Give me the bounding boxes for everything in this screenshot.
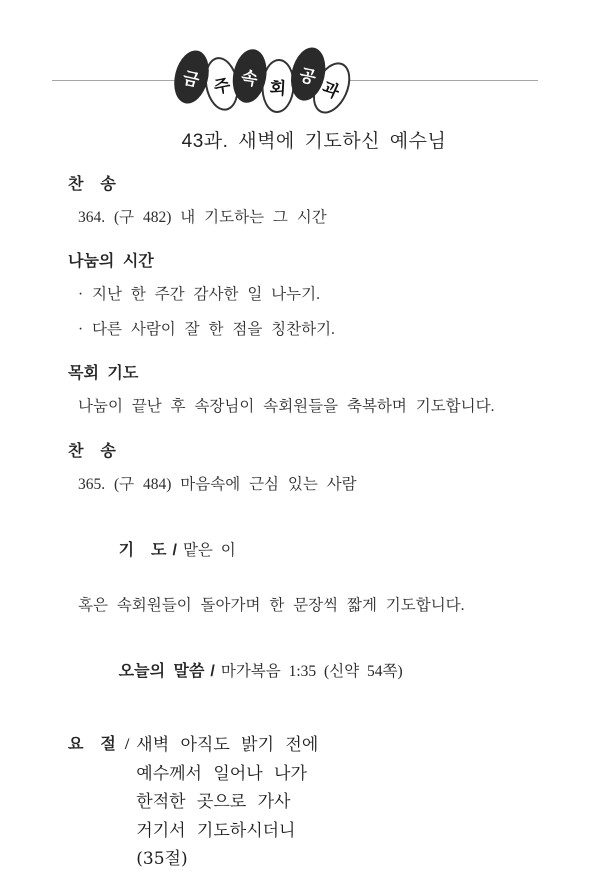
hymn-1-line: 364. (구 482) 내 기도하는 그 시간	[78, 209, 327, 226]
verse-line: 예수께서 일어나 나가	[136, 763, 307, 784]
lesson-content	[0, 118, 600, 874]
sharing-bullet-2: · 다른 사람이 잘 한 점을 칭찬하기.	[78, 321, 335, 338]
scripture-reference: 마가복음 1:35 (신약 54쪽)	[220, 663, 403, 680]
verse-line: 거기서 기도하시더니	[136, 820, 296, 841]
section-heading-todays-word	[68, 639, 560, 705]
verse-slash: /	[124, 736, 130, 753]
section-heading-sharing-time: 나눔의 시간	[68, 253, 154, 270]
section-heading-hymn-1: 찬 송	[68, 176, 116, 193]
prayer-instruction-line: 혹은 속회원들이 돌아가며 한 문장씩 짧게 기도합니다.	[78, 597, 465, 614]
page-header	[0, 0, 600, 120]
lesson-title: 43과. 새벽에 기도하신 예수님	[181, 131, 447, 152]
logo-badge-icon: 회	[260, 58, 296, 114]
section-heading-hymn-2: 찬 송	[68, 443, 116, 460]
verse-line: 한적한 곳으로 가사	[136, 792, 291, 812]
key-verse-block	[68, 731, 560, 874]
logo-badge-icon: 주	[201, 54, 243, 113]
heading-slash: /	[172, 542, 177, 559]
section-heading-pastoral-prayer: 목회 기도	[68, 365, 139, 382]
key-verse-text	[136, 731, 560, 874]
verse-line: 새벽 아직도 밝기 전에	[136, 735, 319, 755]
logo-geumju-sokhoe-gonggwa	[177, 50, 351, 104]
logo-badge-icon: 과	[306, 57, 358, 120]
logo-badge-icon: 금	[169, 47, 214, 107]
prayer-assignee: 맡은 이	[182, 542, 236, 559]
prayer-heading-label: 기 도	[118, 542, 167, 559]
sharing-bullet-1: · 지난 한 주간 감사한 일 나누기.	[78, 286, 320, 303]
pastoral-prayer-line: 나눔이 끝난 후 속장님이 속회원들을 축복하며 기도합니다.	[78, 398, 495, 415]
logo-badge-icon: 속	[229, 47, 271, 106]
logo-badge-icon: 공	[286, 44, 330, 104]
verse-citation: (35절)	[136, 849, 188, 869]
heading-slash: /	[210, 663, 215, 680]
hymn-2-line: 365. (구 484) 마음속에 근심 있는 사람	[78, 476, 357, 493]
section-heading-prayer	[68, 518, 560, 584]
todays-word-label: 오늘의 말씀	[118, 663, 205, 680]
key-verse-label: 요 절	[68, 736, 116, 753]
